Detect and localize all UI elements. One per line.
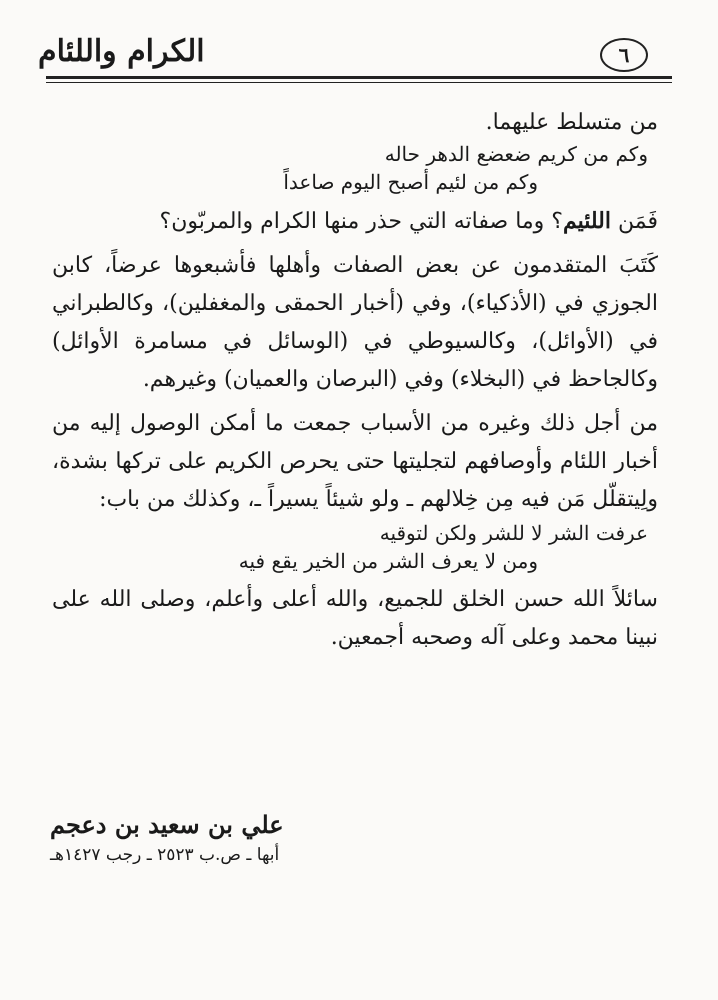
verse-1-line-2: وكم من لئيم أصبح اليوم صاعداً	[283, 170, 538, 194]
header-rule-thick	[46, 76, 672, 79]
closing-paragraph: سائلاً الله حسن الخلق للجميع، والله أعلى وأعلم، وصلى الله على نبينا محمد وعلى آله وصحبه أجمعين.	[52, 587, 658, 650]
verse-1-line-1: وكم من كريم ضعضع الدهر حاله	[384, 142, 648, 166]
verse-2-line-2: ومن لا يعرف الشر من الخير يقع فيه	[238, 549, 538, 573]
signature-block	[50, 810, 284, 865]
page-body	[52, 106, 658, 657]
signature-address: أبها ـ ص.ب ٢٥٢٣ ـ رجب ١٤٢٧هـ	[50, 845, 280, 865]
header-title: الكرام واللئام	[38, 34, 205, 69]
paragraph-1: كَتَبَ المتقدمون عن بعض الصفات وأهلها فأشبعوها عرضاً، كابن الجوزي في (الأذكياء)، وفي (أخبار الحمقى والمغفلين)، وكالطبراني في (الأوائل)، وكالسيوطي في (الوسائل في مسامرة الأوائل) وكالجاحظ في (البخلاء) وفي (البرصان والعميان) وغيرهم.	[52, 253, 658, 392]
question-lead: فَمَن	[611, 209, 658, 234]
paragraph-2: من أجل ذلك وغيره من الأسباب جمعت ما أمكن الوصول إليه من أخبار اللئام وأوصافهم لتجليتها حتى يحرص الكريم على تركها بشدة، ولِيتقلّل مَن فيه مِن خِلالهم ـ ولو شيئاً يسيراً ـ، وكذلك من باب:	[52, 411, 659, 512]
page-number: ٦	[600, 38, 648, 72]
intro-line: من متسلط عليهما.	[485, 110, 658, 135]
page-header	[30, 28, 672, 88]
header-rule-thin	[46, 82, 672, 83]
signature-name: علي بن سعيد بن دعجم	[50, 810, 284, 839]
question-paragraph	[52, 202, 658, 241]
question-bold-word: اللئيم	[562, 208, 612, 234]
question-rest: ؟ وما صفاته التي حذر منها الكرام والمربّون؟	[159, 209, 563, 234]
verse-2-line-1: عرفت الشر لا للشر ولكن لتوقيه	[379, 521, 648, 545]
